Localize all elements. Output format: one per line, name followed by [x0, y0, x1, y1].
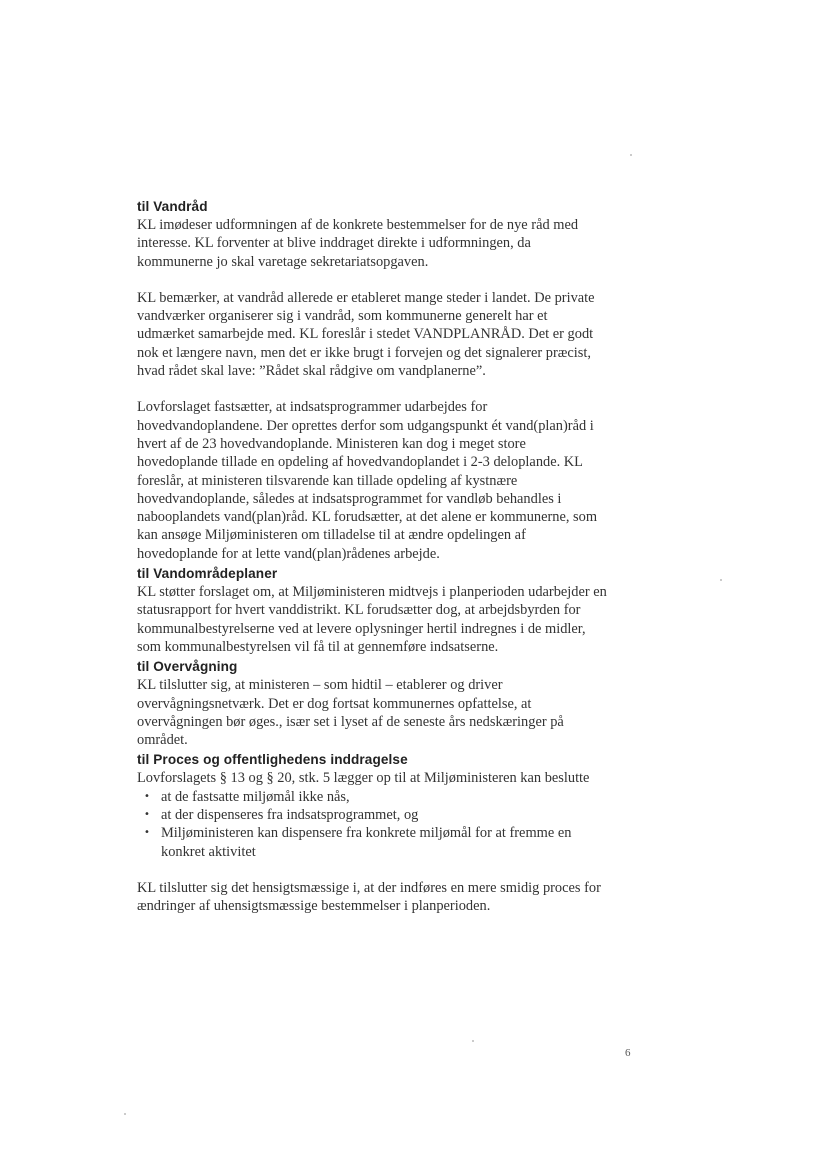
section-heading-vandomradeplaner: til Vandområdeplaner [137, 566, 278, 582]
paragraph: KL støtter forslaget om, at Miljøministeren midtvejs i planperioden udarbejder en statusrapport for hvert vanddistrikt. KL forudsætter dog, at arbejdsbyrden for kommunalbestyrelserne ved at levere oplysninger hertil indregnes i de midler, som kommunalbestyrelsen vil få til at gennemføre indsatserne. [137, 584, 607, 655]
section-heading-vandrad: til Vandråd [137, 199, 208, 214]
paragraph: Lovforslagets § 13 og § 20, stk. 5 lægger op til at Miljøministeren kan beslutte [137, 770, 590, 787]
list-item-text: at der dispenseres fra indsatsprogrammet, og [161, 807, 419, 824]
scan-speck [720, 579, 722, 581]
list-item-text: Miljøministeren kan dispensere fra konkrete miljømål for at fremme en konkret aktivitet [161, 825, 572, 860]
paragraph: KL imødeser udformningen af de konkrete bestemmelser for de nye råd med interesse. KL forventer at blive inddraget direkte i udformningen, da kommunerne jo skal varetage sekretariatsopgaven. [137, 217, 579, 270]
paragraph: KL tilslutter sig, at ministeren – som hidtil – etablerer og driver overvågningsnetværk. Det er dog fortsat kommunernes opfattelse, at overvågningen bør øges., især set i lyset af de seneste års nedskæringer på området. [137, 677, 564, 749]
section-heading-proces: til Proces og offentlighedens inddragelse [137, 752, 408, 768]
list-item [137, 824, 607, 861]
paragraph: KL tilslutter sig det hensigtsmæssige i, at der indføres en mere smidig proces for ændringer af uhensigtsmæssige bestemmelser i planperioden. [137, 879, 601, 915]
bullet-list [137, 788, 607, 861]
page-content [137, 198, 607, 916]
paragraph: KL bemærker, at vandråd allerede er etableret mange steder i landet. De private vandværker organiserer sig i vandråd, som kommunerne generelt har et udmærket samarbejde med. KL foreslår i stedet VANDPLANRÅD. Det er godt nok et længere navn, men det er ikke brugt i forvejen og det signalerer præcist, hvad rådet skal lave: ”Rådet skal rådgive om vandplanerne”. [137, 289, 595, 380]
bullet-icon: • [144, 809, 150, 821]
scan-speck [472, 1040, 474, 1042]
page-number: 6 [625, 1047, 631, 1059]
list-item [137, 788, 607, 806]
paragraph: Lovforslaget fastsætter, at indsatsprogrammer udarbejdes for hovedvandoplandene. Der oprettes derfor som udgangspunkt ét vand(plan)råd i hvert af de 23 hovedvandoplande. Ministeren kan dog i meget store hovedoplande tillade en opdeling af hovedvandoplandet i 2-3 deloplande. KL foreslår, at ministeren tilsvarende kan tillade opdeling af kystnære hovedvandoplande, således at indsatsprogrammet for vandløb behandles i nabooplandets vand(plan)råd. KL forudsætter, at det alene er kommunerne, som kan ansøge Miljøministeren om tilladelse til at ændre opdelingen af hovedoplande for at lette vand(plan)rådenes arbejde. [137, 399, 598, 562]
list-item [137, 806, 607, 824]
list-item-text: at de fastsatte miljømål ikke nås, [161, 788, 350, 805]
scan-speck [124, 1113, 126, 1115]
section-heading-overvagning: til Overvågning [137, 659, 238, 675]
bullet-icon: • [144, 790, 150, 802]
bullet-icon: • [144, 827, 150, 839]
scan-speck [630, 154, 632, 156]
